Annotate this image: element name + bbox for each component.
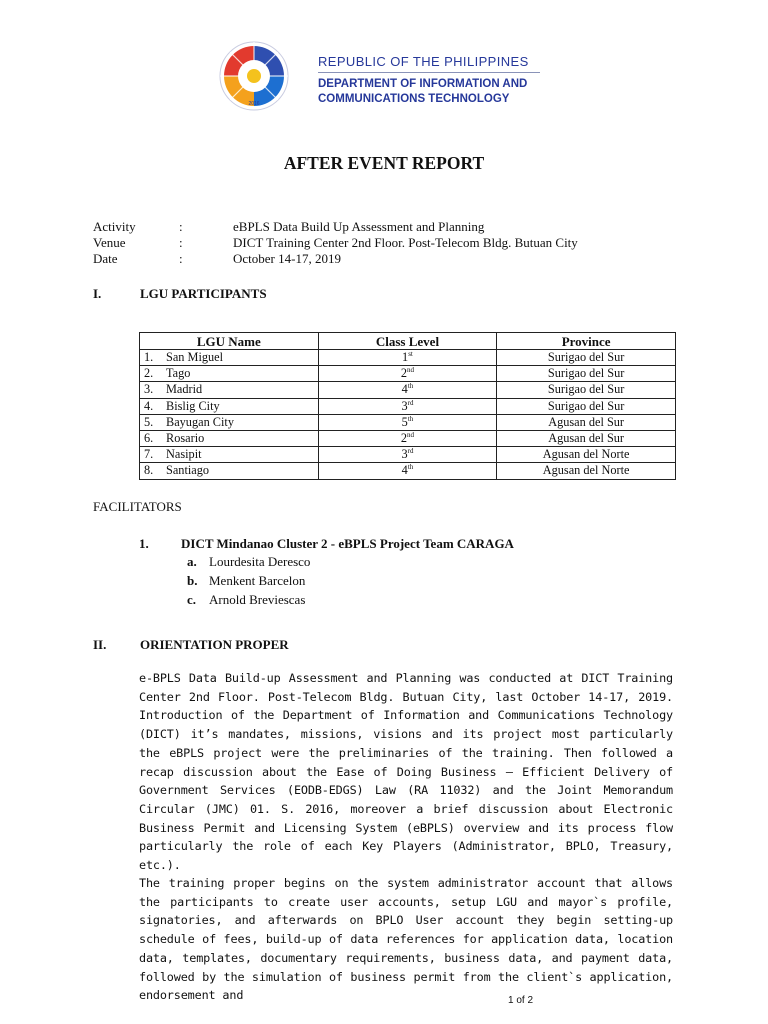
lgu-name: Santiago	[166, 463, 210, 478]
column-header: LGU Name	[140, 333, 319, 350]
team-name: DICT Mindanao Cluster 2 - eBPLS Project Team CARAGA	[181, 536, 514, 551]
table-row	[140, 382, 676, 398]
class-level-cell	[318, 350, 497, 366]
member-letter: c.	[187, 592, 197, 607]
class-level-suffix: st	[408, 350, 413, 359]
lgu-name-cell	[140, 366, 319, 382]
class-level-cell	[318, 430, 497, 446]
class-level-cell	[318, 447, 497, 463]
class-level: 2	[400, 431, 408, 446]
body-paragraph: The training proper begins on the system administrator account that allows the participants to create user accounts, setup LGU and mayor`s profile, signatories, and afterwards on BPLO User account they begin setting-up schedule of fees, build-up of data references for application data, location data, templates, documentary requirements, business data, and payment data, followed by the simulation of business permit from the client`s application, endorsement and	[139, 876, 673, 1003]
table-row	[140, 447, 676, 463]
lgu-name-cell	[140, 350, 319, 366]
class-level-suffix: rd	[407, 447, 414, 456]
class-level-cell	[318, 414, 497, 430]
province-cell: Agusan del Norte	[497, 463, 676, 479]
class-level-cell	[318, 398, 497, 414]
province-cell: Surigao del Sur	[497, 398, 676, 414]
lgu-name-cell	[140, 414, 319, 430]
table-row	[140, 350, 676, 366]
department-line-1: DEPARTMENT OF INFORMATION AND	[318, 78, 528, 90]
table-row	[140, 463, 676, 479]
info-colon: :	[179, 219, 183, 234]
info-colon: :	[179, 251, 183, 266]
lgu-name-cell	[140, 447, 319, 463]
dict-seal-icon	[200, 40, 308, 112]
info-value: DICT Training Center 2nd Floor. Post-Telecom Bldg. Butuan City	[233, 235, 578, 250]
info-colon: :	[179, 235, 183, 250]
section-label: ORIENTATION PROPER	[140, 637, 289, 652]
member-letter: a.	[187, 554, 197, 569]
class-level-cell	[318, 366, 497, 382]
class-level: 3	[401, 398, 408, 413]
class-level-cell	[318, 382, 497, 398]
facilitators-heading: FACILITATORS	[93, 499, 182, 514]
row-number: 5.	[144, 414, 154, 429]
column-header: Province	[497, 333, 676, 350]
province-cell: Surigao del Sur	[497, 350, 676, 366]
info-value: eBPLS Data Build Up Assessment and Planning	[233, 219, 485, 234]
class-level-suffix: nd	[407, 431, 415, 440]
section-number: I.	[93, 286, 102, 301]
lgu-name: Tago	[166, 366, 191, 381]
row-number: 2.	[144, 366, 154, 381]
info-key: Venue	[93, 235, 126, 250]
table-header-row	[140, 333, 676, 350]
lgu-participants-table	[139, 332, 676, 480]
lgu-name: San Miguel	[166, 350, 224, 365]
class-level: 5	[401, 414, 408, 429]
member-name: Menkent Barcelon	[209, 573, 306, 588]
province-cell: Surigao del Sur	[497, 382, 676, 398]
lgu-name: Rosario	[166, 431, 205, 446]
table-row	[140, 414, 676, 430]
row-number: 4.	[144, 398, 154, 413]
member-letter: b.	[187, 573, 198, 588]
member-name: Lourdesita Deresco	[209, 554, 311, 569]
lgu-name: Madrid	[166, 382, 203, 397]
department-line-2: COMMUNICATIONS TECHNOLOGY	[318, 93, 510, 105]
row-number: 1.	[144, 350, 154, 365]
row-number: 8.	[144, 463, 154, 478]
class-level: 4	[401, 382, 408, 397]
class-level-suffix: rd	[407, 398, 414, 407]
province-cell: Agusan del Sur	[497, 414, 676, 430]
class-level: 3	[401, 447, 408, 462]
lgu-name-cell	[140, 430, 319, 446]
class-level-cell	[318, 463, 497, 479]
member-name: Arnold Breviescas	[209, 592, 306, 607]
republic-line: REPUBLIC OF THE PHILIPPINES	[318, 54, 529, 69]
info-key: Date	[93, 251, 118, 266]
class-level-suffix: nd	[407, 366, 415, 375]
table-row	[140, 430, 676, 446]
report-title: AFTER EVENT REPORT	[283, 153, 485, 173]
info-key: Activity	[93, 219, 136, 234]
province-cell: Agusan del Sur	[497, 430, 676, 446]
lgu-name-cell	[140, 398, 319, 414]
row-number: 6.	[144, 431, 154, 446]
column-header: Class Level	[318, 333, 497, 350]
header-divider	[318, 72, 540, 73]
body-paragraph: e-BPLS Data Build-up Assessment and Planning was conducted at DICT Training Center 2nd Floor. Post-Telecom Bldg. Butuan City, last October 14-17, 2019. Introduction of the Department of Information and Communications Technology (DICT) it’s mandates, missions, visions and its project most particularly the eBPLS project were the preliminaries of the training. Then followed a recap discussion about the Ease of Doing Business – Efficient Delivery of Government Services (EODB-EDGS) Law (RA 11032) and the Joint Memorandum Circular (JMC) 01. S. 2016, moreover a brief discussion about Electronic Business Permit and Licensing System (eBPLS) overview and its process flow particularly the role of each Key Players (Administrator, BPLO, Treasury, etc.).	[139, 671, 673, 873]
class-level-suffix: th	[407, 414, 414, 423]
table-row	[140, 366, 676, 382]
lgu-name: Bayugan City	[166, 414, 234, 429]
lgu-name-cell	[140, 463, 319, 479]
table-row	[140, 398, 676, 414]
section-label: LGU PARTICIPANTS	[140, 286, 267, 301]
class-level: 1	[402, 350, 409, 365]
province-cell: Agusan del Norte	[497, 447, 676, 463]
province-cell: Surigao del Sur	[497, 366, 676, 382]
lgu-name-cell	[140, 382, 319, 398]
row-number: 7.	[144, 447, 154, 462]
info-value: October 14-17, 2019	[233, 251, 341, 266]
row-number: 3.	[144, 382, 154, 397]
class-level-suffix: th	[407, 382, 414, 391]
letterhead	[200, 40, 560, 112]
team-number: 1.	[139, 536, 149, 551]
class-level-suffix: th	[407, 463, 414, 472]
seal-year: 2016	[248, 101, 260, 107]
lgu-name: Bislig City	[166, 398, 220, 413]
class-level: 2	[400, 366, 408, 381]
lgu-name: Nasipit	[166, 447, 202, 462]
class-level: 4	[401, 463, 408, 478]
section-number: II.	[93, 637, 107, 652]
page-indicator: 1 of 2	[508, 995, 534, 1006]
